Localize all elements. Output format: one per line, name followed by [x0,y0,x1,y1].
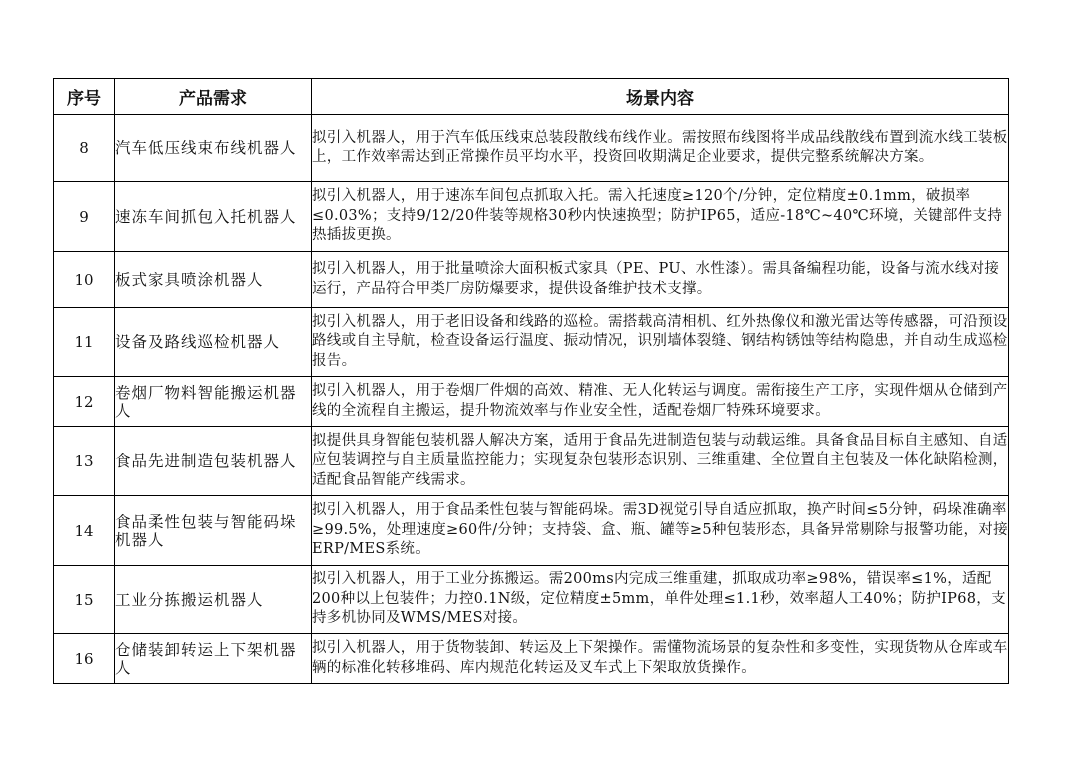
product-need: 仓储装卸转运上下架机器人 [115,634,312,684]
table-row [54,252,1009,308]
header-number: 序号 [54,79,115,115]
table-row [54,115,1009,182]
requirements-table [53,78,1009,684]
row-number: 11 [54,308,115,377]
scene-content: 拟引入机器人，用于货物装卸、转运及上下架操作。需懂物流场景的复杂性和多变性，实现货物从仓库或车辆的标准化转移堆码、库内规范化转运及叉车式上下架取放货操作。 [312,634,1009,684]
table-row [54,634,1009,684]
product-need: 设备及路线巡检机器人 [115,308,312,377]
row-number: 15 [54,566,115,634]
scene-content: 拟引入机器人，用于速冻车间包点抓取入托。需入托速度≥120个/分钟，定位精度±0.1mm，破损率≤0.03%；支持9/12/20件装等规格30秒内快速换型；防护IP65，适应-18℃~40℃环境，关键部件支持热插拔更换。 [312,182,1009,252]
product-need: 食品柔性包装与智能码垛机器人 [115,496,312,566]
row-number: 16 [54,634,115,684]
product-need: 工业分拣搬运机器人 [115,566,312,634]
row-number: 12 [54,377,115,427]
product-need: 板式家具喷涂机器人 [115,252,312,308]
table-row [54,308,1009,377]
row-number: 14 [54,496,115,566]
scene-content: 拟引入机器人，用于卷烟厂件烟的高效、精准、无人化转运与调度。需衔接生产工序，实现件烟从仓储到产线的全流程自主搬运，提升物流效率与作业安全性，适配卷烟厂特殊环境要求。 [312,377,1009,427]
table-row [54,496,1009,566]
table-row [54,427,1009,496]
row-number: 9 [54,182,115,252]
scene-content: 拟提供具身智能包装机器人解决方案，适用于食品先进制造包装与动载运维。具备食品目标自主感知、自适应包装调控与自主质量监控能力；实现复杂包装形态识别、三维重建、全位置自主包装及一体化缺陷检测，适配食品智能产线需求。 [312,427,1009,496]
product-need: 速冻车间抓包入托机器人 [115,182,312,252]
header-scene: 场景内容 [312,79,1009,115]
scene-content: 拟引入机器人，用于工业分拣搬运。需200ms内完成三维重建，抓取成功率≥98%，错误率≤1%，适配200种以上包装件；力控0.1N级，定位精度±5mm，单件处理≤1.1秒，效率超人工40%；防护IP68，支持多机协同及WMS/MES对接。 [312,566,1009,634]
scene-content: 拟引入机器人，用于食品柔性包装与智能码垛。需3D视觉引导自适应抓取，换产时间≤5分钟，码垛准确率≥99.5%，处理速度≥60件/分钟；支持袋、盒、瓶、罐等≥5种包装形态，具备异常剔除与报警功能，对接ERP/MES系统。 [312,496,1009,566]
product-need: 食品先进制造包装机器人 [115,427,312,496]
header-product: 产品需求 [115,79,312,115]
row-number: 13 [54,427,115,496]
product-need: 汽车低压线束布线机器人 [115,115,312,182]
product-need: 卷烟厂物料智能搬运机器人 [115,377,312,427]
scene-content: 拟引入机器人，用于老旧设备和线路的巡检。需搭载高清相机、红外热像仪和激光雷达等传感器，可沿预设路线或自主导航，检查设备运行温度、振动情况，识别墙体裂缝、钢结构锈蚀等结构隐患，并自动生成巡检报告。 [312,308,1009,377]
table-row [54,182,1009,252]
table-header-row [54,79,1009,115]
table-row [54,377,1009,427]
row-number: 8 [54,115,115,182]
row-number: 10 [54,252,115,308]
scene-content: 拟引入机器人，用于汽车低压线束总装段散线布线作业。需按照布线图将半成品线散线布置到流水线工装板上，工作效率需达到正常操作员平均水平，投资回收期满足企业要求，提供完整系统解决方案。 [312,115,1009,182]
scene-content: 拟引入机器人，用于批量喷涂大面积板式家具（PE、PU、水性漆）。需具备编程功能，设备与流水线对接运行，产品符合甲类厂房防爆要求，提供设备维护技术支撑。 [312,252,1009,308]
table-row [54,566,1009,634]
